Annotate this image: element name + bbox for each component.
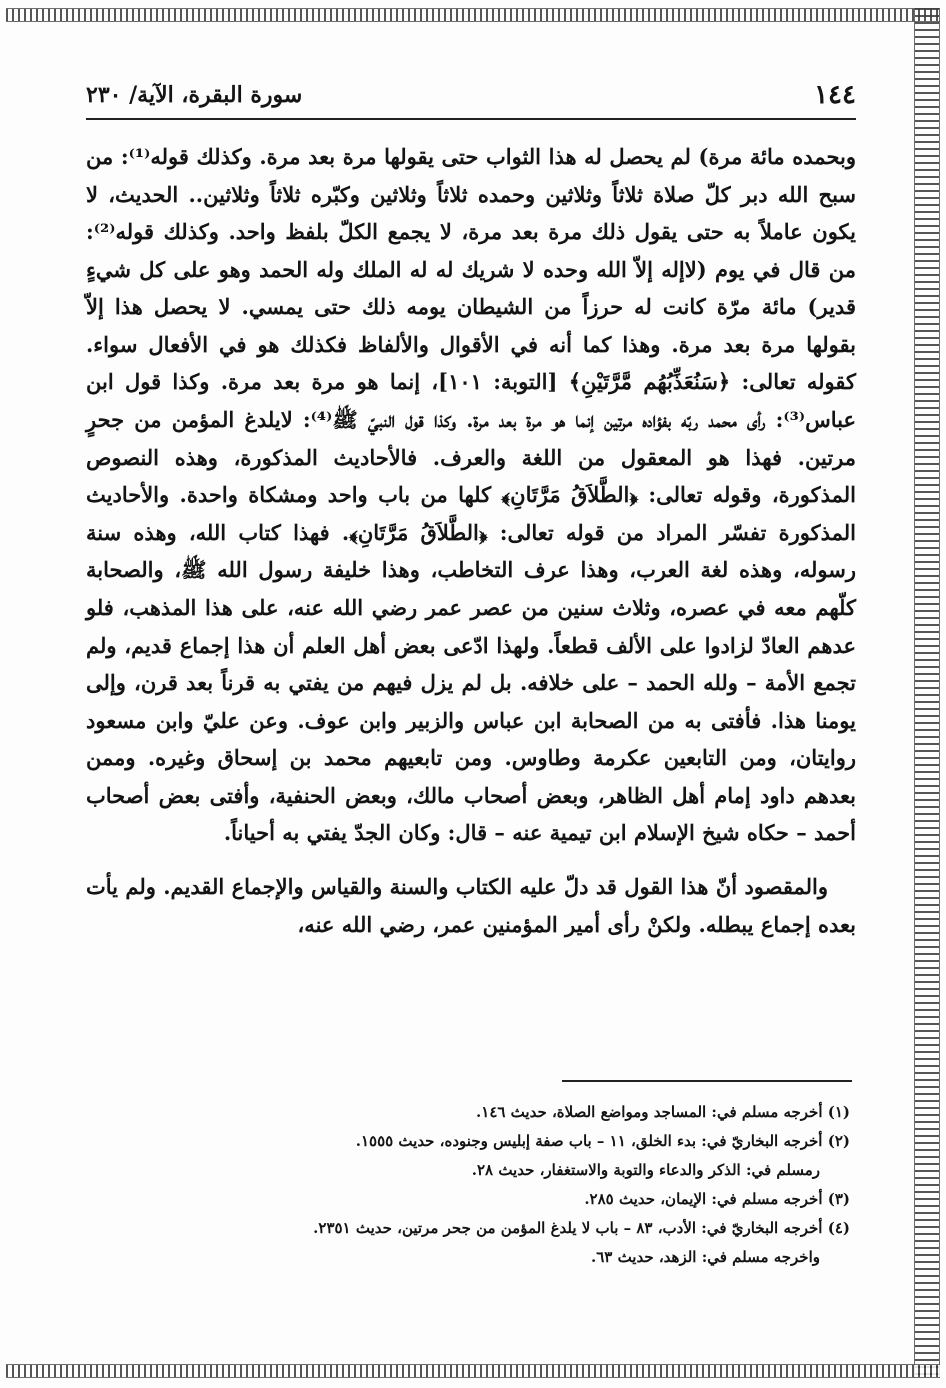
- footnote-marker: (٢): [827, 1131, 850, 1150]
- footnote-marker: (١): [827, 1103, 850, 1121]
- decorative-border-top: [6, 8, 940, 22]
- footnote-marker: (٤): [827, 1218, 850, 1237]
- footnote-2-continuation: [150, 1156, 850, 1185]
- paragraph-1: وبحمده مائة مرة) لم يحصل له هذا الثواب حتى يقولها مرة بعد مرة. وكذلك قوله⁽¹⁾: من سبح الله دبر كلّ صلاة ثلاثاً وثلاثين وحمده ثلاثاً وثلاثين وكبّره ثلاثاً وثلاثين.. الحديث، لا يكون عاملاً به حتى يقول ذلك مرة بعد مرة، لا يجمع الكلّ بلفظ واحد. وكذلك قوله⁽²⁾: من قال في يوم (لاإله إلاّ الله وحده لا شريك له له الملك وله الحمد وهو على كل شيءٍ قدير) مائة مرّة كانت له حرزاً من الشيطان يومه ذلك حتى يمسي. لا يحصل هذا إلاّ بقولها مرة بعد مرة. وهذا كما أنه في الأقوال والألفاظ فكذلك هو في الأفعال سواء. كقوله تعالى: ﴿سَنُعَذِّبُهُم مَّرَّتَيْنِ﴾ [التوبة: ١٠١]، إنما هو مرة بعد مرة. وكذا قول ابن عباس⁽³⁾: رأى محمد ربّه بفؤاده مرتين إنما هو مرة بعد مرة. وكذا قول النبيّ ﷺ⁽⁴⁾: لايلدغ المؤمن من جحرٍ مرتين. فهذا هو المعقول من اللغة والعرف. فالأحاديث المذكورة، وهذه النصوص المذكورة، وقوله تعالى: ﴿الطَّلاَقُ مَرَّتَانِ﴾ كلها من باب واحد ومشكاة واحدة. والأحاديث المذكورة تفسّر المراد من قوله تعالى: ﴿الطَّلاَقُ مَرَّتَانِ﴾. فهذا كتاب الله، وهذه سنة رسوله، وهذه لغة العرب، وهذا عرف التخاطب، وهذا خليفة رسول الله ﷺ، والصحابة كلّهم معه في عصره، وثلاث سنين من عصر عمر رضي الله عنه، على هذا المذهب، فلو عدهم العادّ لزادوا على الألف قطعاً. ولهذا ادّعى بعض أهل العلم أن هذا إجماع قديم، ولم تجمع الأمة – ولله الحمد – على خلافه. بل لم يزل فيهم من يفتي به قرناً بعد قرن، وإلى يومنا هذا. فأفتى به من الصحابة ابن عباس والزبير وابن عوف. وعن عليّ وابن مسعود روايتان، ومن التابعين عكرمة وطاوس. ومن تابعيهم محمد بن إسحاق وغيره. وممن بعدهم داود إمام أهل الظاهر، وبعض أصحاب مالك، وبعض الحنفية، وأفتى بعض أصحاب أحمد – حكاه شيخ الإسلام ابن تيمية عنه – قال: وكان الجدّ يفتي به أحياناً.: [86, 144, 856, 846]
- footnote-marker: (٣): [827, 1189, 850, 1208]
- footnote-1: [150, 1098, 850, 1127]
- footnote-4-continuation: [150, 1243, 850, 1272]
- footnote-text: أخرجه مسلم في: الإيمان، حديث ٢٨٥.: [584, 1189, 823, 1208]
- decorative-border-right: [914, 8, 940, 1378]
- footnote-2: [150, 1127, 850, 1156]
- footnote-text: رمسلم في: الذكر والدعاء والتوبة والاستغفار، حديث ٢٨.: [471, 1160, 820, 1179]
- footnote-3: [150, 1185, 850, 1214]
- footnote-text: أخرجه البخاريّ في: بدء الخلق، ١١ – باب صفة إبليس وجنوده، حديث ١٥٥٥.: [355, 1131, 823, 1150]
- page-header: [86, 72, 856, 120]
- footnote-text: أخرجه البخاريّ في: الأدب، ٨٣ – باب لا يلدغ المؤمن من جحر مرتين، حديث ٢٣٥١.: [313, 1218, 823, 1237]
- running-title: سورة البقرة، الآية/ ٢٣٠: [86, 82, 303, 108]
- footnote-4: [150, 1214, 850, 1243]
- page-number: ١٤٤: [814, 80, 856, 110]
- main-text: [86, 138, 856, 943]
- decorative-border-bottom: [6, 1364, 940, 1378]
- footnote-text: أخرجه مسلم في: المساجد ومواضع الصلاة، حديث ١٤٦.: [476, 1103, 823, 1121]
- paragraph-2: والمقصود أنّ هذا القول قد دلّ عليه الكتاب والسنة والقياس والإجماع القديم. ولم يأت بعده إجماع يبطله. ولكنْ رأى أمير المؤمنين عمر، رضي الله عنه،: [86, 873, 856, 937]
- footnote-text: واخرجه مسلم في: الزهد، حديث ٦٣.: [590, 1247, 820, 1266]
- footnote-separator: [562, 1080, 852, 1082]
- footnotes: [150, 1098, 850, 1272]
